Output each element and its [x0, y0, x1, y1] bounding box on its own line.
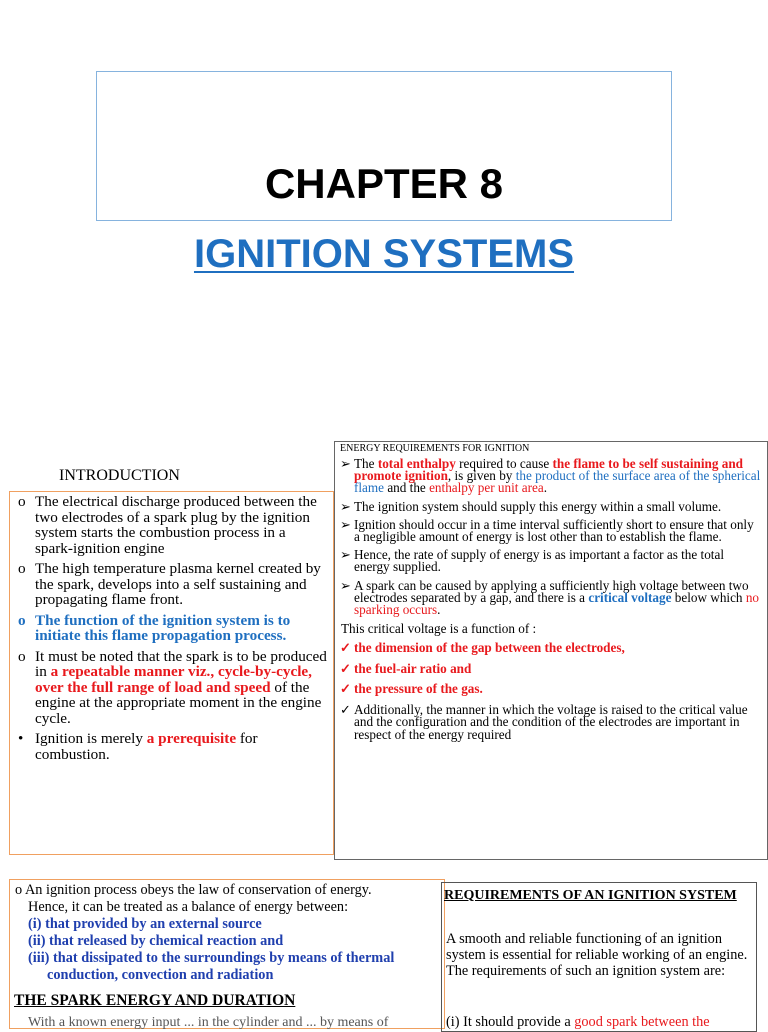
list-item — [340, 642, 761, 655]
bullet-circle-icon: o — [18, 647, 26, 665]
list-item-text — [354, 577, 761, 618]
chapter-subject-text: IGNITION SYSTEMS — [193, 232, 575, 276]
list-item-text — [354, 498, 761, 514]
text-segment: The electrical discharge produced between the two electrodes of a spark plug by the ignition system starts the combustion process in a spark-ignition engine — [35, 493, 317, 557]
list-item — [340, 660, 761, 676]
text-segment: The high temperature plasma kernel created by the spark, develops into a self sustaining and propagating flame front. — [35, 560, 321, 608]
chapter-title: CHAPTER 8 — [264, 160, 504, 207]
energy-balance-text-1: An ignition process obeys the law of conservation of energy. — [24, 882, 372, 898]
text-segment: the flame to be self sustaining and promote ignition — [354, 456, 744, 484]
list-item-text — [354, 683, 761, 696]
energy-requirements-heading: ENERGY REQUIREMENTS FOR IGNITION — [340, 443, 530, 454]
arrow-bullet-icon: ➢ — [340, 516, 352, 532]
ignition-requirements-body: A smooth and reliable functioning of an ignition system is essential for reliable working of an engine. The requirements of such an ignition system are: — [446, 931, 748, 979]
introduction-panel — [9, 491, 334, 855]
text-segment: total enthalpy — [377, 456, 456, 471]
text-segment: the pressure of the gas. — [354, 681, 483, 697]
arrow-bullet-icon: ➢ — [340, 577, 352, 593]
list-item-text — [35, 649, 327, 727]
list-item — [18, 613, 327, 644]
requirement-highlight: good spark between the — [574, 1014, 710, 1030]
text-segment: A spark can be caused by applying a sufficiently high voltage between two electrodes separated by a gap, and there is a — [354, 577, 749, 605]
text-segment: . — [437, 602, 441, 618]
list-item — [18, 649, 327, 727]
list-item — [18, 494, 327, 556]
chapter-subject — [0, 232, 768, 277]
critical-voltage-intro: This critical voltage is a function of : — [341, 621, 537, 637]
energy-requirements-list — [340, 458, 761, 616]
list-item-text — [354, 701, 761, 742]
cut-off-text: With a known energy input ... in the cylinder and ... by means of — [28, 1015, 389, 1030]
list-item — [340, 458, 761, 495]
text-segment: the product of the surface area of the spherical flame — [354, 468, 761, 496]
check-icon: ✓ — [340, 660, 352, 676]
energy-balance-line — [15, 882, 440, 899]
text-segment: for combustion. — [35, 730, 258, 763]
list-item-text — [354, 642, 761, 655]
list-item-text — [35, 561, 327, 608]
check-icon: ✓ — [340, 640, 352, 656]
text-segment: enthalpy per unit area — [429, 480, 544, 496]
arrow-bullet-icon: ➢ — [340, 547, 352, 563]
text-segment: , is given by — [447, 468, 516, 484]
text-segment: and the — [384, 480, 430, 496]
list-item-text — [35, 613, 327, 644]
critical-voltage-factors — [340, 642, 761, 741]
list-item — [18, 731, 327, 762]
list-item — [18, 561, 327, 608]
spark-energy-heading: THE SPARK ENERGY AND DURATION — [14, 992, 296, 1009]
text-segment: the dimension of the gap between the electrodes, — [354, 640, 625, 656]
introduction-heading: INTRODUCTION — [59, 467, 180, 484]
bullet-dot-icon: • — [18, 730, 24, 747]
text-segment: a prerequisite — [146, 730, 237, 747]
list-item — [340, 683, 761, 696]
energy-balance-line: Hence, it can be treated as a balance of energy between: — [28, 899, 349, 915]
text-segment: Additionally, the manner in which the voltage is raised to the critical value and the configuration and the condition of the electrodes are important in respect of the energy required — [354, 701, 748, 742]
list-item — [340, 516, 761, 545]
text-segment: no sparking occurs — [354, 589, 760, 618]
energy-balance-item: (iii) that dissipated to the surroundings by means of thermal — [28, 950, 395, 966]
requirement-prefix: (i) It should provide a — [446, 1014, 575, 1030]
bullet-circle-icon: o — [18, 560, 26, 577]
text-segment: critical voltage — [588, 589, 672, 605]
bullet-circle-icon: o — [18, 493, 26, 510]
list-item-text — [354, 458, 761, 495]
ignition-requirements-item — [446, 1014, 710, 1031]
list-item-text — [35, 731, 327, 762]
list-item — [340, 577, 761, 618]
energy-balance-item: (i) that provided by an external source — [28, 916, 262, 932]
text-segment: The function of the ignition system is to initiate this flame propagation process. — [35, 611, 291, 644]
bullet-circle-icon: o — [15, 882, 25, 898]
arrow-bullet-icon: ➢ — [340, 498, 352, 514]
introduction-list — [18, 494, 327, 762]
energy-balance-item: (ii) that released by chemical reaction and — [28, 933, 284, 949]
list-item — [340, 498, 761, 514]
list-item — [340, 549, 761, 573]
text-segment: Ignition should occur in a time interval sufficiently short to ensure that only a negligible amount of energy is lost other than to establish the flame. — [354, 516, 754, 545]
text-segment: Ignition is merely — [35, 730, 147, 747]
text-segment: required to cause — [455, 456, 553, 471]
text-segment: the fuel-air ratio and — [354, 660, 472, 676]
ignition-requirements-heading: REQUIREMENTS OF AN IGNITION SYSTEM — [444, 888, 737, 903]
text-segment: below which — [671, 589, 746, 605]
check-icon: ✓ — [340, 701, 352, 717]
list-item-text — [354, 549, 761, 573]
list-item-text — [35, 494, 327, 556]
text-segment: The — [354, 456, 378, 471]
list-item-text — [354, 516, 761, 545]
text-segment: . — [543, 480, 547, 496]
text-segment: of the engine at the appropriate moment in the engine cycle. — [35, 678, 322, 727]
text-segment: Hence, the rate of supply of energy is as important a factor as the total energy supplied. — [354, 547, 724, 575]
text-segment: It must be noted that the spark is to be produced in — [35, 647, 327, 680]
text-segment: The ignition system should supply this energy within a small volume. — [354, 498, 722, 514]
list-item — [340, 701, 761, 742]
bullet-circle-icon: o — [18, 611, 26, 629]
text-segment: a repeatable manner viz., cycle-by-cycle, over the full range of load and speed — [35, 663, 312, 696]
arrow-bullet-icon: ➢ — [340, 456, 352, 471]
list-item-text — [354, 660, 761, 676]
energy-requirements-panel — [334, 441, 768, 860]
check-icon: ✓ — [340, 681, 352, 697]
energy-balance-item: conduction, convection and radiation — [47, 967, 274, 983]
